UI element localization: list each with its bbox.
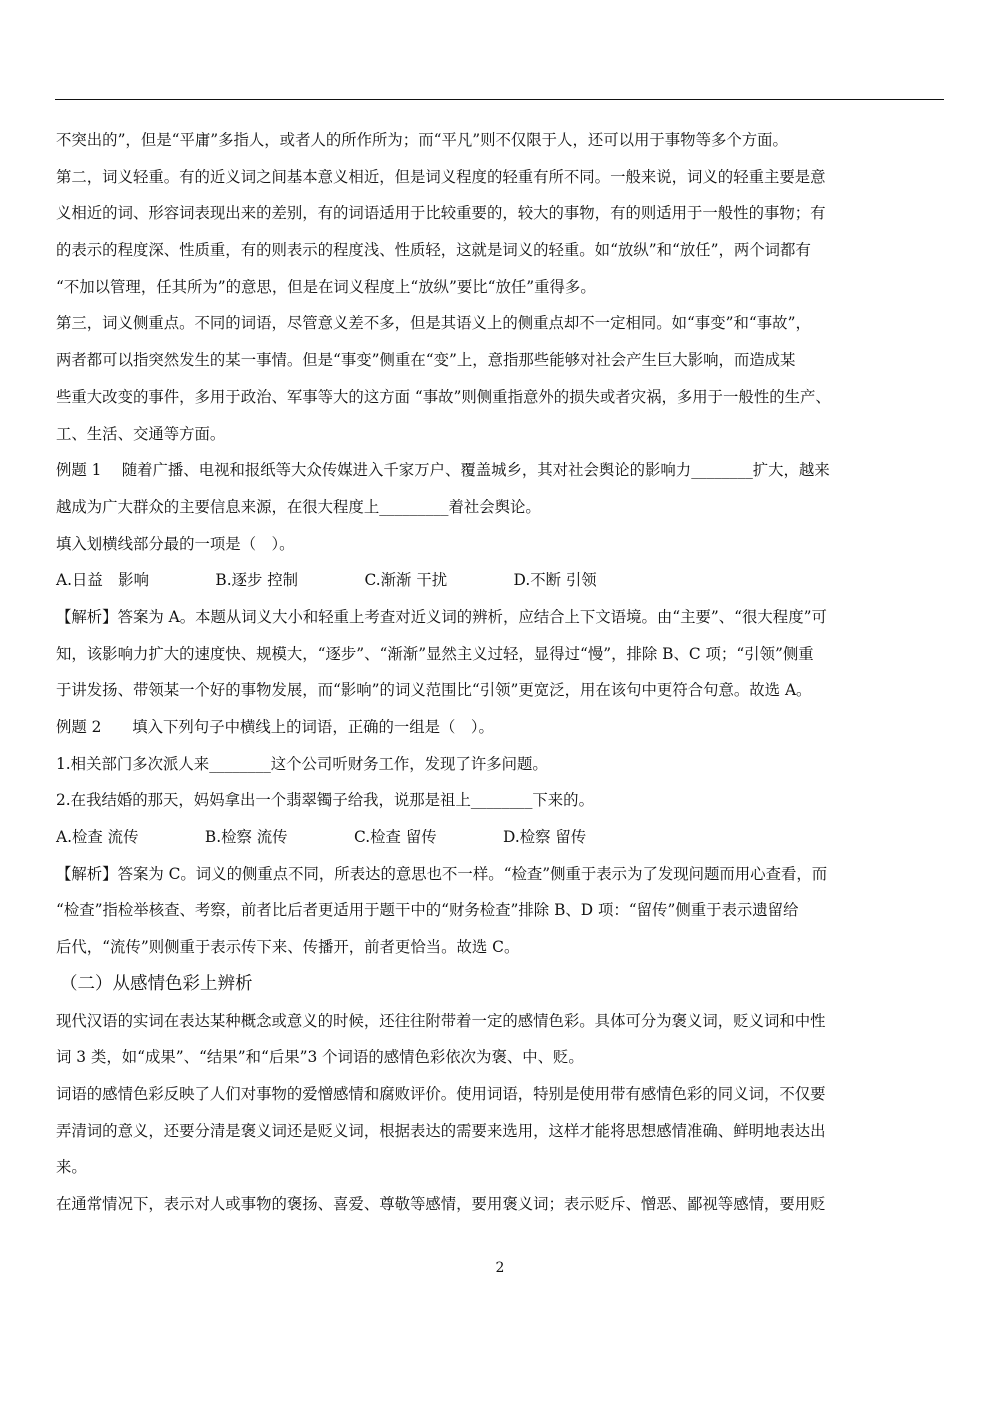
text-line: 后代，“流传”则侧重于表示传下来、传播开，前者更恰当。故选 C。 [56,938,520,957]
text-line: “检查”指检举核查、考察，前者比后者更适用于题干中的“财务检查”排除 B、D 项：“留传”侧重于表示遗留给 [56,901,799,920]
example-1-analysis: 【解析】答案为 A。本题从词义大小和轻重上考查对近义词的辨析，应结合上下文语境。由“主要”、“很大程度”可 [56,607,827,626]
text-line: 现代汉语的实词在表达某种概念或意义的时候，还往往附带着一定的感情色彩。具体可分为褒义词，贬义词和中性 [56,1011,826,1030]
text-line: 知，该影响力扩大的速度快、规模大，“逐步”、“渐渐”显然主义过轻，显得过“慢”，排除 B、C 项；“引领”侧重 [56,644,814,663]
text-line: 第三，词义侧重点。不同的词语，尽管意义差不多，但是其语义上的侧重点却不一定相同。如“事变”和“事故”， [56,314,811,333]
section-heading: （二）从感情色彩上辨析 [60,973,253,994]
text-line: 工、生活、交通等方面。 [56,424,226,443]
example-2-options: A.检查 流传 B.检察 流传 C.检查 留传 D.检察 留传 [56,828,587,847]
example-2-analysis: 【解析】答案为 C。词义的侧重点不同，所表达的意思也不一样。“检查”侧重于表示为了发现问题而用心查看，而 [56,864,828,883]
text-line: 1.相关部门多次派人来________这个公司听财务工作，发现了许多问题。 [56,754,548,773]
text-line: 的表示的程度深、性质重，有的则表示的程度浅、性质轻，这就是词义的轻重。如“放纵”和“放任”，两个词都有 [56,241,811,260]
text-line: 义相近的词、形容词表现出来的差别，有的词语适用于比较重要的，较大的事物，有的则适用于一般性的事物；有 [56,204,826,223]
text-line: 第二，词义轻重。有的近义词之间基本意义相近，但是词义程度的轻重有所不同。一般来说，词义的轻重主要是意 [56,167,826,186]
example-1-question: 例题 1 随着广播、电视和报纸等大众传媒进入千家万户、覆盖城乡，其对社会舆论的影响力________扩大，越来 [56,461,830,480]
text-line: 些重大改变的事件，多用于政治、军事等大的这方面 “事故”则侧重指意外的损失或者灾祸，多用于一般性的生产、 [56,387,831,406]
example-2-question: 例题 2 填入下列句子中横线上的词语，正确的一组是（ ）。 [56,718,494,736]
text-line: 两者都可以指突然发生的某一事情。但是“事变”侧重在“变”上，意指那些能够对社会产生巨大影响，而造成某 [56,351,796,370]
text-line: 词 3 类，如“成果”、“结果”和“后果”3 个词语的感情色彩依次为褒、中、贬。 [56,1048,584,1067]
text-line: 词语的感情色彩反映了人们对事物的爱憎感情和腐败评价。使用词语，特别是使用带有感情色彩的同义词，不仅要 [56,1084,826,1103]
page-body [56,122,946,1223]
text-line: 于讲发扬、带领某一个好的事物发展，而“影响”的词义范围比“引领”更宽泛，用在该句中更符合句意。故选 A。 [56,681,812,700]
text-line: 不突出的”，但是“平庸”多指人，或者人的所作所为；而“平凡”则不仅限于人，还可以用于事物等多个方面。 [56,131,788,149]
header-rule [55,99,944,100]
text-line: “不加以管理，任其所为”的意思，但是在词义程度上“放纵”要比“放任”重得多。 [56,277,596,296]
text-line: 越成为广大群众的主要信息来源，在很大程度上_________着社会舆论。 [56,497,541,516]
text-line: 2.在我结婚的那天，妈妈拿出一个翡翠镯子给我，说那是祖上________下来的。 [56,791,594,810]
text-line: 在通常情况下，表示对人或事物的褒扬、喜爱、尊敬等感情，要用褒义词；表示贬斥、憎恶、鄙视等感情，要用贬 [56,1194,826,1213]
text-line: 填入划横线部分最的一项是（ ）。 [56,534,295,553]
page-number: 2 [495,1260,505,1276]
text-line: 来。 [56,1158,87,1177]
text-line: 弄清词的意义，还要分清是褒义词还是贬义词，根据表达的需要来选用，这样才能将思想感情准确、鲜明地表达出 [56,1121,826,1140]
example-1-options: A.日益 影响 B.逐步 控制 C.渐渐 干扰 D.不断 引领 [56,571,597,590]
